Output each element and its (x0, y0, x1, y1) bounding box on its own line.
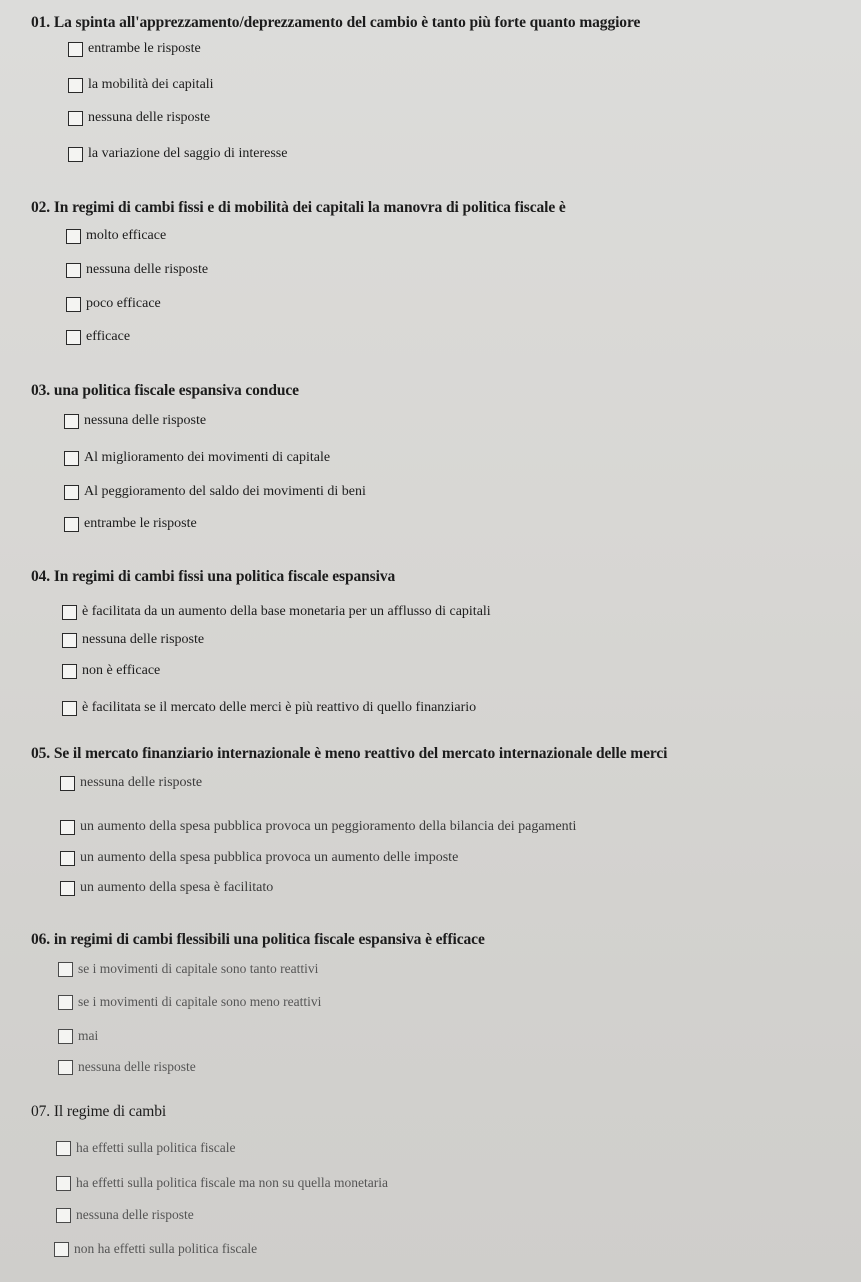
option[interactable] (64, 447, 330, 469)
option-label: nessuna delle risposte (86, 262, 209, 277)
option-label: entrambe le risposte (88, 41, 201, 56)
option[interactable] (68, 74, 214, 96)
checkbox[interactable] (60, 881, 75, 896)
checkbox[interactable] (64, 485, 79, 500)
option-label: la variazione del saggio di interesse (88, 146, 288, 161)
option-label: mai (78, 1028, 99, 1043)
checkbox[interactable] (60, 776, 75, 791)
question-title: 05. Se il mercato finanziario internazionale è meno reattivo del mercato internazionale delle merci (31, 745, 668, 762)
option[interactable] (58, 1056, 196, 1078)
option[interactable] (64, 481, 366, 503)
checkbox[interactable] (56, 1141, 71, 1156)
question-title: 06. in regimi di cambi flessibili una politica fiscale espansiva è efficace (31, 931, 485, 948)
checkbox[interactable] (58, 995, 73, 1010)
option-label: è facilitata da un aumento della base monetaria per un afflusso di capitali (82, 604, 491, 619)
option-label: non è efficace (82, 663, 161, 678)
checkbox[interactable] (62, 605, 77, 620)
checkbox[interactable] (56, 1176, 71, 1191)
option[interactable] (60, 816, 576, 838)
option-label: efficace (86, 329, 131, 344)
option[interactable] (56, 1204, 194, 1226)
checkbox[interactable] (56, 1208, 71, 1223)
option[interactable] (66, 293, 161, 315)
option[interactable] (56, 1137, 235, 1159)
option[interactable] (58, 958, 318, 980)
option-label: un aumento della spesa pubblica provoca un peggioramento della bilancia dei pagamenti (80, 819, 577, 834)
checkbox[interactable] (68, 147, 83, 162)
option-label: nessuna delle risposte (80, 775, 203, 790)
checkbox[interactable] (66, 330, 81, 345)
option-label: un aumento della spesa pubblica provoca un aumento delle imposte (80, 850, 459, 865)
question-title: 02. In regimi di cambi fissi e di mobilità dei capitali la manovra di politica fiscale è (31, 199, 566, 216)
option-label: nessuna delle risposte (78, 1059, 196, 1074)
checkbox[interactable] (62, 664, 77, 679)
option-label: non ha effetti sulla politica fiscale (74, 1241, 258, 1256)
option[interactable] (60, 772, 202, 794)
checkbox[interactable] (68, 78, 83, 93)
option[interactable] (62, 629, 204, 651)
question-title: 04. In regimi di cambi fissi una politica fiscale espansiva (31, 568, 396, 585)
checkbox[interactable] (62, 633, 77, 648)
option[interactable] (68, 38, 201, 60)
option[interactable] (68, 107, 210, 129)
checkbox[interactable] (66, 297, 81, 312)
checkbox[interactable] (64, 414, 79, 429)
checkbox[interactable] (68, 42, 83, 57)
option-label: nessuna delle risposte (82, 632, 205, 647)
option[interactable] (54, 1238, 257, 1260)
option-label: nessuna delle risposte (84, 413, 207, 428)
option[interactable] (64, 513, 197, 535)
option[interactable] (66, 259, 208, 281)
option-label: nessuna delle risposte (88, 110, 211, 125)
option-label: è facilitata se il mercato delle merci è più reattivo di quello finanziario (82, 700, 477, 715)
option[interactable] (62, 601, 491, 623)
option[interactable] (68, 143, 287, 165)
checkbox[interactable] (58, 1029, 73, 1044)
checkbox[interactable] (58, 1060, 73, 1075)
checkbox[interactable] (66, 229, 81, 244)
option-label: un aumento della spesa è facilitato (80, 880, 274, 895)
checkbox[interactable] (64, 451, 79, 466)
option[interactable] (58, 991, 321, 1013)
option-label: Al miglioramento dei movimenti di capitale (84, 450, 331, 465)
option[interactable] (60, 877, 273, 899)
option[interactable] (66, 225, 166, 247)
option-label: ha effetti sulla politica fiscale (76, 1140, 236, 1155)
option[interactable] (58, 1025, 98, 1047)
option[interactable] (66, 326, 130, 348)
checkbox[interactable] (66, 263, 81, 278)
checkbox[interactable] (62, 701, 77, 716)
question-title: 03. una politica fiscale espansiva conduce (31, 382, 299, 399)
checkbox[interactable] (60, 851, 75, 866)
option[interactable] (64, 410, 206, 432)
option[interactable] (62, 697, 476, 719)
question-title: 01. La spinta all'apprezzamento/deprezzamento del cambio è tanto più forte quanto maggiore (31, 14, 641, 31)
option[interactable] (62, 660, 160, 682)
checkbox[interactable] (68, 111, 83, 126)
checkbox[interactable] (60, 820, 75, 835)
checkbox[interactable] (64, 517, 79, 532)
option-label: se i movimenti di capitale sono tanto reattivi (78, 961, 319, 976)
option-label: nessuna delle risposte (76, 1207, 194, 1222)
option-label: ha effetti sulla politica fiscale ma non su quella monetaria (76, 1175, 389, 1190)
option-label: Al peggioramento del saldo dei movimenti di beni (84, 484, 366, 499)
checkbox[interactable] (58, 962, 73, 977)
option[interactable] (60, 847, 458, 869)
option-label: poco efficace (86, 296, 161, 311)
option-label: molto efficace (86, 228, 167, 243)
option[interactable] (56, 1172, 388, 1194)
question-title: 07. Il regime di cambi (31, 1103, 167, 1120)
checkbox[interactable] (54, 1242, 69, 1257)
option-label: la mobilità dei capitali (88, 77, 214, 92)
option-label: entrambe le risposte (84, 516, 197, 531)
option-label: se i movimenti di capitale sono meno reattivi (78, 994, 322, 1009)
